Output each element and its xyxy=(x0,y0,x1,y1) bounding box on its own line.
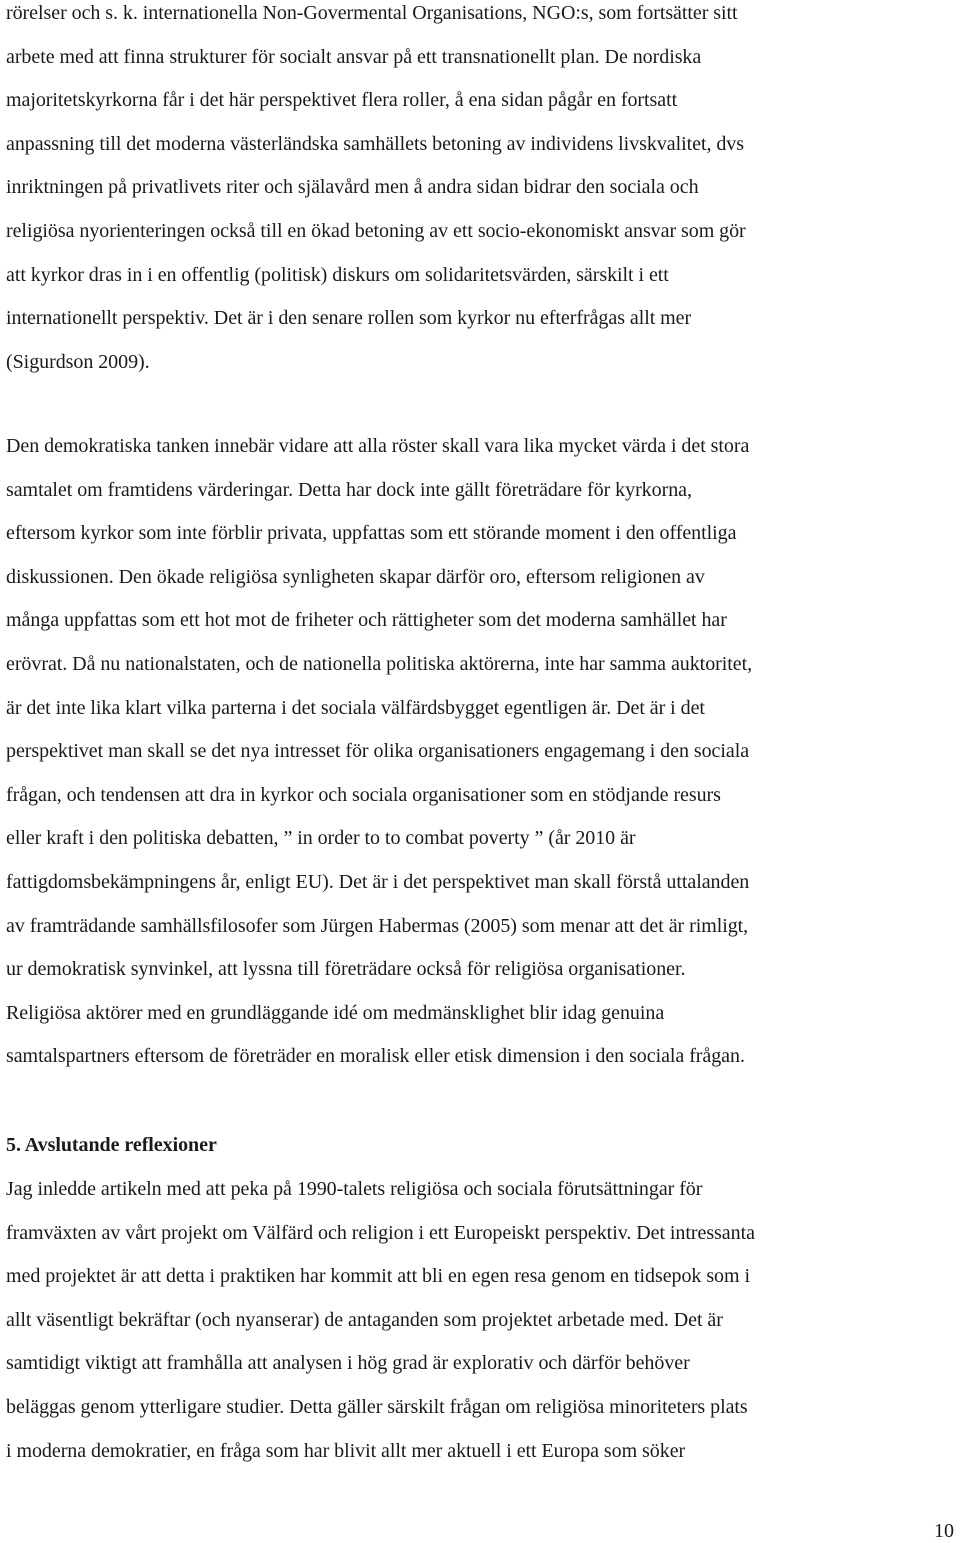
text-line: frågan, och tendensen att dra in kyrkor och sociala organisationer som en stödjande resurs xyxy=(6,783,721,806)
text-line: med projektet är att detta i praktiken har kommit att bli en egen resa genom en tidsepok som i xyxy=(6,1265,750,1288)
text-line: samtalet om framtidens värderingar. Detta har dock inte gällt företrädare för kyrkorna, xyxy=(6,478,692,501)
text-line: rörelser och s. k. internationella Non-Govermental Organisations, NGO:s, som fortsätter sitt xyxy=(6,2,738,24)
paragraph-3 xyxy=(6,1168,960,1473)
text-line: framväxten av vårt projekt om Välfärd och religion i ett Europeiskt perspektiv. Det intressanta xyxy=(6,1221,755,1244)
page-number: 10 xyxy=(934,1520,954,1542)
section-heading-text: 5. Avslutande reflexioner xyxy=(6,1134,217,1156)
text-line: diskussionen. Den ökade religiösa synligheten skapar därför oro, eftersom religionen av xyxy=(6,565,705,588)
text-line: i moderna demokratier, en fråga som har blivit allt mer aktuell i ett Europa som söker xyxy=(6,1439,686,1462)
text-line: inriktningen på privatlivets riter och själavård men å andra sidan bidrar den sociala och xyxy=(6,176,699,199)
text-line: Den demokratiska tanken innebär vidare att alla röster skall vara lika mycket värda i det stora xyxy=(6,435,750,457)
text-line: (Sigurdson 2009). xyxy=(6,350,150,373)
paragraph-1 xyxy=(6,0,960,384)
text-line: av framträdande samhällsfilosofer som Jürgen Habermas (2005) som menar att det är rimligt, xyxy=(6,914,749,937)
text-line: erövrat. Då nu nationalstaten, och de nationella politiska aktörerna, inte har samma auktoritet, xyxy=(6,652,753,675)
text-line: är det inte lika klart vilka parterna i det sociala välfärdsbygget egentligen är. Det är i det xyxy=(6,696,705,719)
text-line: många uppfattas som ett hot mot de friheter och rättigheter som det moderna samhället har xyxy=(6,609,727,632)
text-line: arbete med att finna strukturer för socialt ansvar på ett transnationellt plan. De nordiska xyxy=(6,45,702,68)
text-line: att kyrkor dras in i en offentlig (politisk) diskurs om solidaritetsvärden, särskilt i ett xyxy=(6,263,669,286)
text-line: internationellt perspektiv. Det är i den senare rollen som kyrkor nu efterfrågas allt mer xyxy=(6,307,692,330)
text-line: allt väsentligt bekräftar (och nyanserar) de antaganden som projektet arbetade med. Det är xyxy=(6,1308,723,1331)
text-line: eller kraft i den politiska debatten, ” in order to to combat poverty ” (år 2010 är xyxy=(6,827,636,850)
text-line: ur demokratisk synvinkel, att lyssna till företrädare också för religiösa organisationer. xyxy=(6,958,686,981)
text-line: Jag inledde artikeln med att peka på 1990-talets religiösa och sociala förutsättningar för xyxy=(6,1178,703,1200)
text-line: perspektivet man skall se det nya intresset för olika organisationers engagemang i den sociala xyxy=(6,740,750,763)
text-line: beläggas genom ytterligare studier. Detta gäller särskilt frågan om religiösa minoriteters plats xyxy=(6,1395,748,1418)
paragraph-2 xyxy=(6,425,960,1079)
text-line: samtidigt viktigt att framhålla att analysen i hög grad är explorativ och därför behöver xyxy=(6,1352,690,1375)
text-line: anpassning till det moderna västerländska samhällets betoning av individens livskvalitet, dvs xyxy=(6,132,744,155)
text-line: eftersom kyrkor som inte förblir privata, uppfattas som ett störande moment i den offentliga xyxy=(6,522,737,545)
text-line: religiösa nyorienteringen också till en ökad betoning av ett socio-ekonomiskt ansvar som gör xyxy=(6,219,746,242)
section-heading xyxy=(6,1124,960,1168)
text-line: majoritetskyrkorna får i det här perspektivet flera roller, å ena sidan pågår en fortsatt xyxy=(6,89,678,112)
text-line: Religiösa aktörer med en grundläggande idé om medmänsklighet blir idag genuina xyxy=(6,1001,665,1024)
text-line: fattigdomsbekämpningens år, enligt EU). Det är i det perspektivet man skall förstå uttalanden xyxy=(6,870,750,893)
text-line: samtalspartners eftersom de företräder en moralisk eller etisk dimension i den sociala frågan. xyxy=(6,1045,745,1068)
